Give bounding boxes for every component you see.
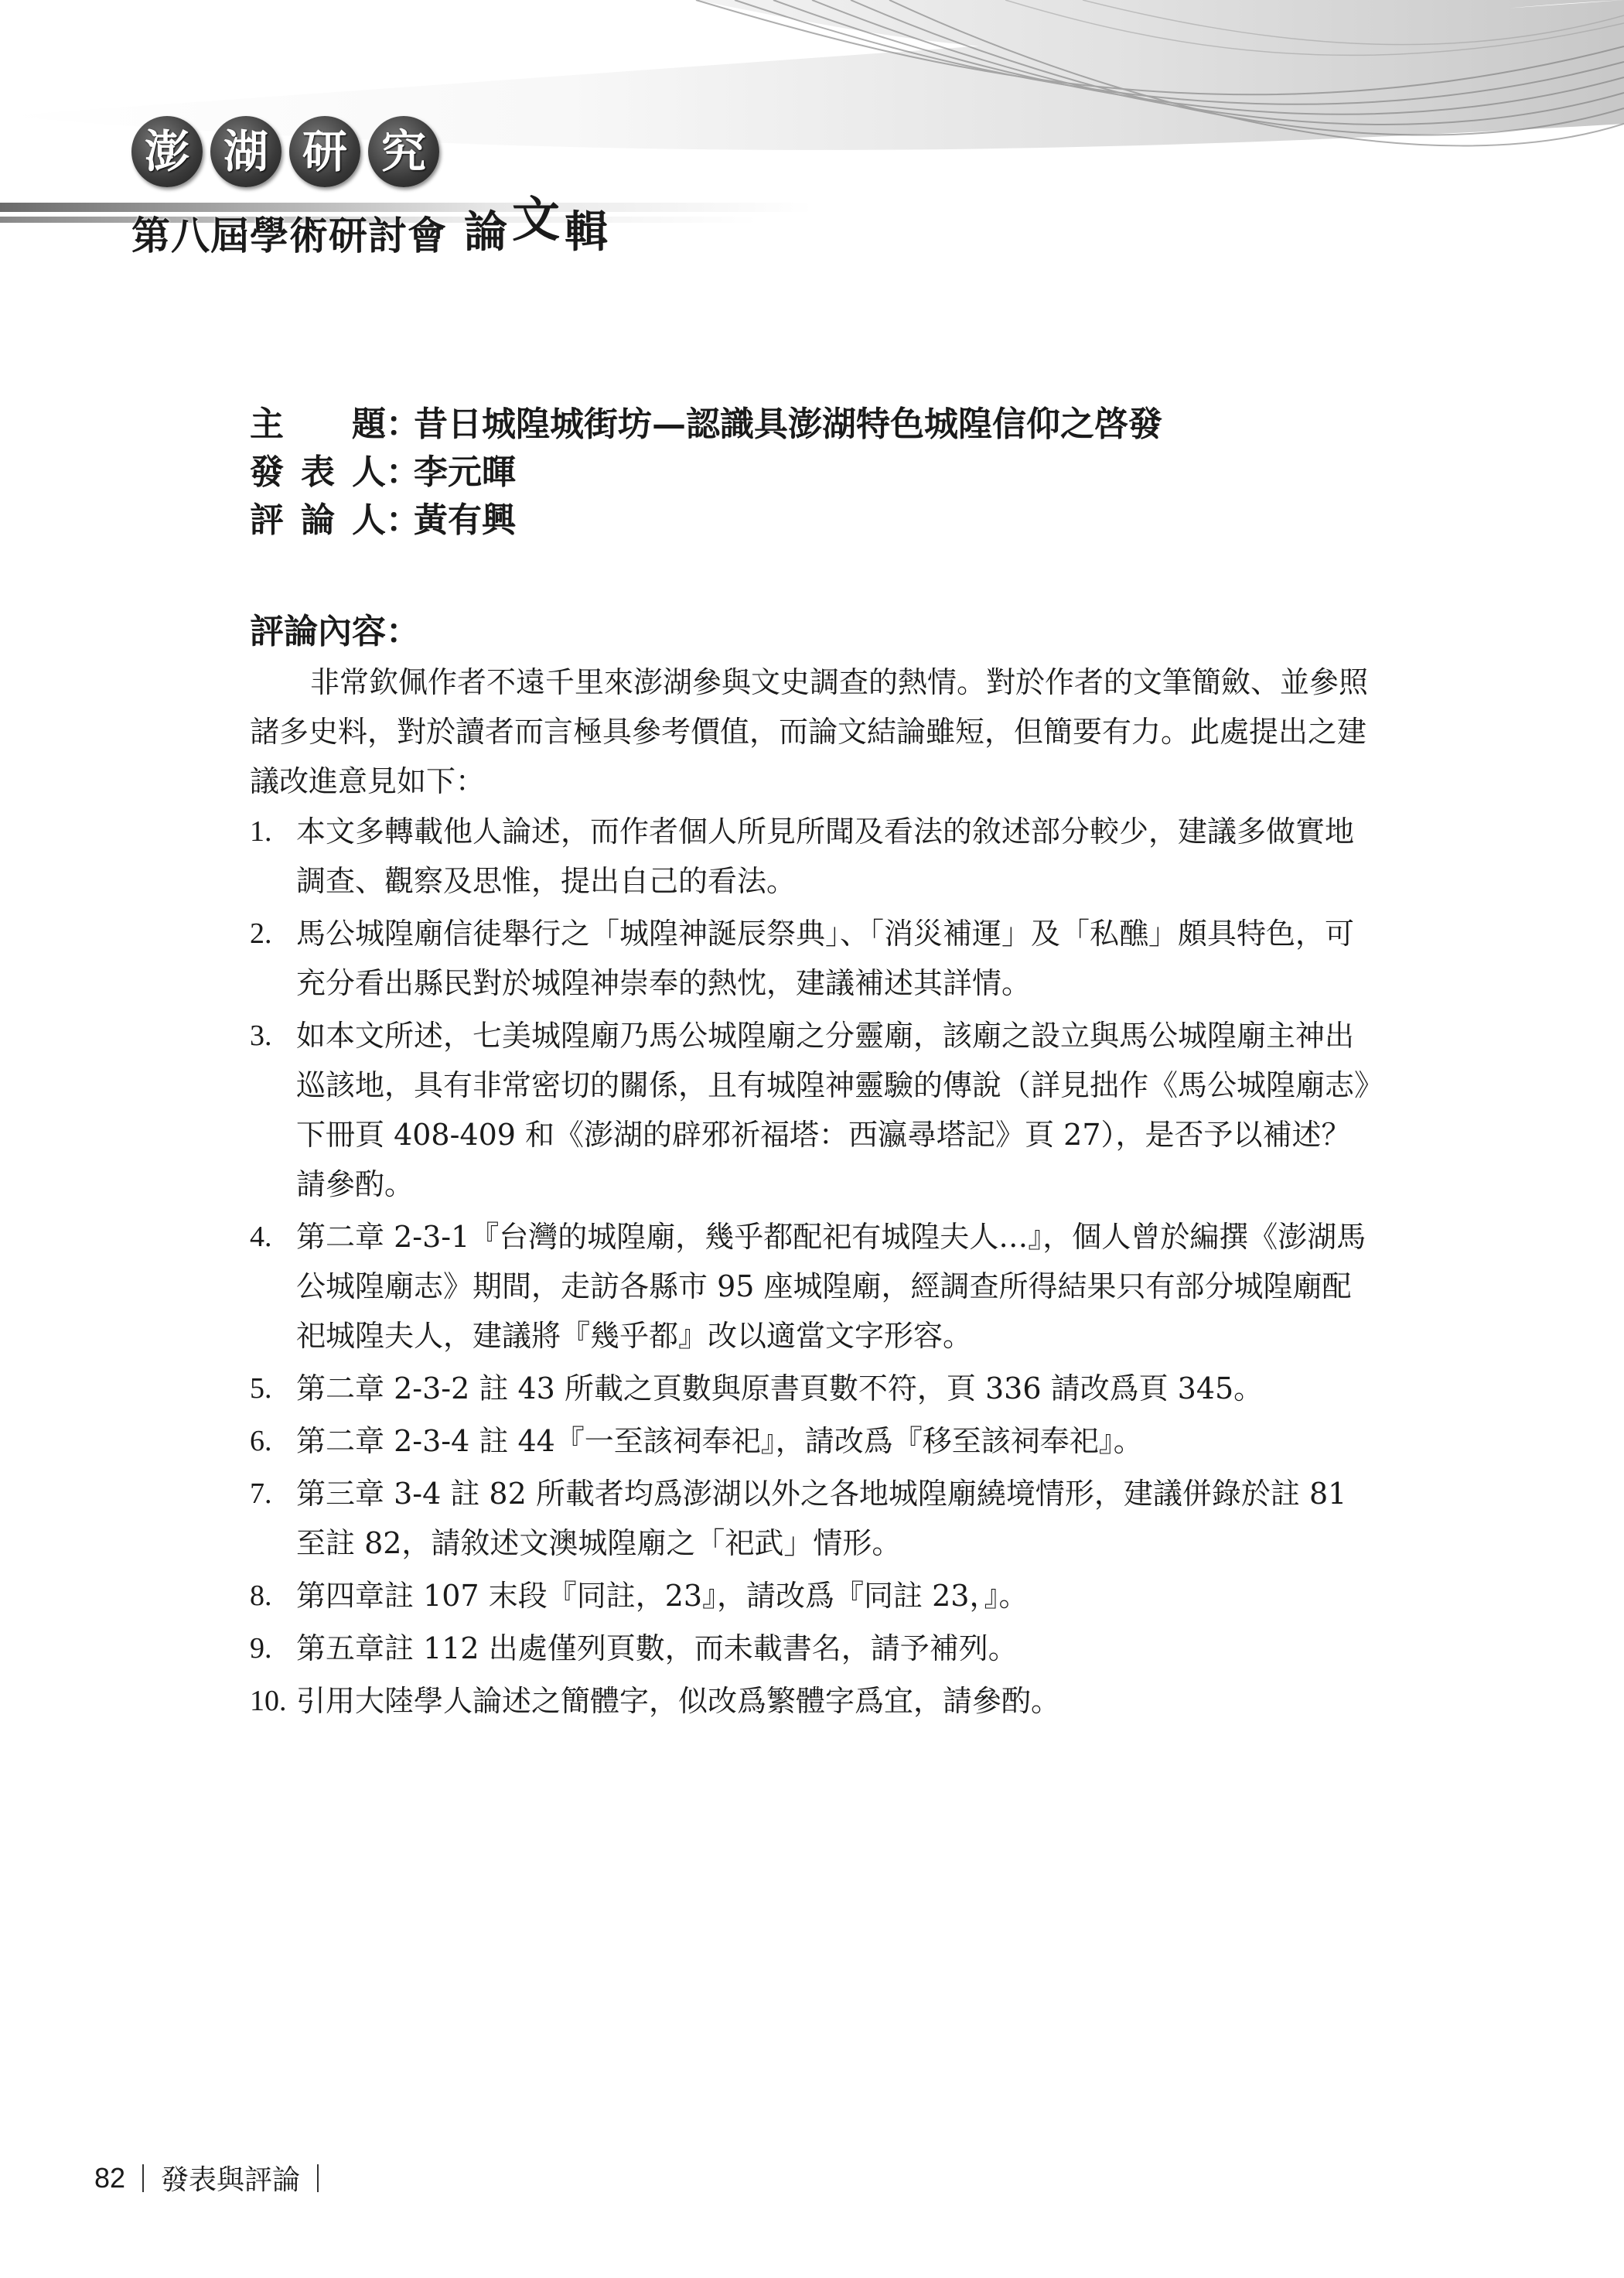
suggestion-list xyxy=(250,807,1379,1729)
item-text: 引用大陸學人論述之簡體字，似改爲繁體字爲宜，請參酌。 xyxy=(296,1684,1061,1718)
presenter-row xyxy=(250,449,1162,497)
paper-meta xyxy=(250,401,1162,545)
topic-row xyxy=(250,401,1162,449)
topic-label: 主 題 xyxy=(250,405,386,444)
divider xyxy=(142,2164,144,2192)
list-item xyxy=(250,1364,1379,1413)
review-intro xyxy=(250,657,1379,806)
list-item xyxy=(250,1624,1379,1673)
item-number: 8. xyxy=(250,1580,272,1612)
logo-char: 究 xyxy=(368,116,439,187)
item-text: 第四章註 107 末段『同註，23』，請改爲『同註 23，』。 xyxy=(296,1579,1029,1613)
logo-char: 研 xyxy=(289,116,360,187)
item-text: 第二章 2-3-1『台灣的城隍廟，幾乎都配祀有城隍夫人…』，個人曾於編撰《澎湖馬公城隍廟志》期間，走訪各縣市 95 座城隍廟，經調查所得結果只有部分城隍廟配祀城隍夫人，建議將『幾乎都』改以適當文字形容。 xyxy=(296,1220,1366,1353)
tag-char: 論 xyxy=(464,207,512,255)
colon: ： xyxy=(386,453,420,492)
item-text: 馬公城隍廟信徒舉行之「城隍神誕辰祭典」、「消災補運」及「私醮」頗具特色，可充分看出縣民對於城隍神崇奉的熱忱，建議補述其詳情。 xyxy=(296,917,1355,1000)
item-number: 5. xyxy=(250,1372,272,1405)
conference-name: 第八屆學術研討會 xyxy=(131,213,447,255)
topic-value: 昔日城隍城街坊—認識具澎湖特色城隍信仰之啓發 xyxy=(414,405,1162,444)
list-item xyxy=(250,1571,1379,1621)
item-number: 2. xyxy=(250,917,272,950)
item-number: 3. xyxy=(250,1019,272,1052)
section-name: 發表與評論 xyxy=(161,2164,301,2196)
colon: ： xyxy=(386,500,420,540)
item-number: 4. xyxy=(250,1221,272,1253)
item-number: 6. xyxy=(250,1425,272,1457)
presenter-value: 李元暉 xyxy=(414,453,516,492)
logo-char: 澎 xyxy=(131,116,203,187)
item-number: 1. xyxy=(250,815,272,848)
item-text: 本文多轉載他人論述，而作者個人所見所聞及看法的敘述部分較少，建議多做實地調查、觀察及思惟，提出自己的看法。 xyxy=(296,815,1355,898)
item-text: 第三章 3-4 註 82 所載者均爲澎湖以外之各地城隍廟繞境情形，建議併錄於註 81 至註 82，請敘述文澳城隍廟之「祀武」情形。 xyxy=(296,1477,1347,1560)
logo-char: 湖 xyxy=(210,116,281,187)
list-item xyxy=(250,1416,1379,1466)
tag-char: 輯 xyxy=(565,207,613,255)
item-number: 10. xyxy=(250,1685,287,1717)
reviewer-label: 評論人 xyxy=(250,500,386,540)
list-item xyxy=(250,909,1379,1008)
intro-paragraph: 非常欽佩作者不遠千里來澎湖參與文史調查的熱情。對於作者的文筆簡斂、並參照諸多史料，對於讀者而言極具參考價值，而論文結論雖短，但簡要有力。此處提出之建議改進意見如下： xyxy=(250,665,1369,798)
item-text: 第二章 2-3-4 註 44『一至該祠奉祀』，請改爲『移至該祠奉祀』。 xyxy=(296,1424,1143,1458)
presenter-label: 發表人 xyxy=(250,453,386,492)
item-text: 第五章註 112 出處僅列頁數，而未載書名，請予補列。 xyxy=(296,1631,1018,1665)
header-banner xyxy=(0,0,1624,255)
page-number: 82 xyxy=(94,2161,126,2194)
proceedings-tag xyxy=(464,192,612,255)
journal-logo xyxy=(131,116,439,187)
list-item xyxy=(250,1011,1379,1209)
list-item xyxy=(250,1469,1379,1568)
reviewer-row xyxy=(250,497,1162,545)
tag-char: 文 xyxy=(512,191,565,248)
item-number: 9. xyxy=(250,1632,272,1665)
divider xyxy=(317,2164,319,2192)
colon: ： xyxy=(386,405,420,444)
list-item xyxy=(250,1676,1379,1726)
list-item xyxy=(250,807,1379,906)
reviewer-value: 黃有興 xyxy=(414,500,516,540)
list-item xyxy=(250,1212,1379,1361)
conference-subtitle xyxy=(131,192,612,255)
item-text: 第二章 2-3-2 註 43 所載之頁數與原書頁數不符，頁 336 請改爲頁 345。 xyxy=(296,1371,1264,1405)
page-footer xyxy=(94,2158,319,2198)
review-content-heading: 評論內容： xyxy=(250,612,420,651)
item-text: 如本文所述，七美城隍廟乃馬公城隍廟之分靈廟，該廟之設立與馬公城隍廟主神出巡該地，具有非常密切的關係，且有城隍神靈驗的傳說（詳見拙作《馬公城隍廟志》下冊頁 408-409 和《澎湖的辟邪祈福塔：西瀛尋塔記》頁 27），是否予以補述？請參酌。 xyxy=(296,1019,1370,1201)
item-number: 7. xyxy=(250,1477,272,1510)
